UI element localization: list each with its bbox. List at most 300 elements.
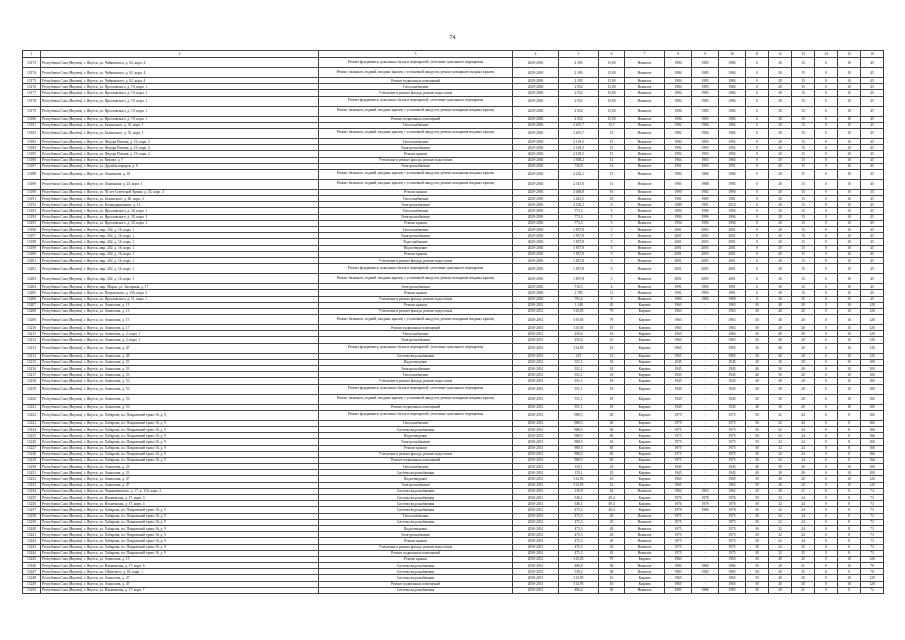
- table-cell: 73: [861, 538, 884, 544]
- table-cell: 45: [861, 58, 884, 68]
- table-cell: Кирпич: [625, 308, 665, 314]
- table-cell: 546,1: [559, 501, 599, 507]
- table-cell: 1 837,8: [559, 264, 599, 274]
- table-cell: 2029-2030: [513, 251, 559, 257]
- table-cell: Нежилое: [625, 513, 665, 519]
- table-cell: 0: [746, 284, 769, 290]
- table-cell: 1 837,8: [559, 233, 599, 239]
- table-cell: 15: [792, 122, 815, 128]
- table-cell: 30: [769, 464, 792, 470]
- table-cell: Республика Саха (Якутия), г. Якутск, ул. Чернышевского, д. 17, к. 116, корп. 2: [41, 488, 319, 494]
- table-cell: Утепление и ремонт фасада, ремонт водостоков: [319, 90, 513, 96]
- table-cell: 13245: [23, 556, 41, 562]
- table-cell: 1965: [719, 482, 746, 488]
- table-cell: 120: [861, 308, 884, 314]
- table-cell: 120: [861, 476, 884, 482]
- table-cell: 8: [838, 532, 861, 538]
- table-cell: Ремонт балконов, лоджий, входных крылец с установкой пандусов, ремонт козырьков входных крылец: [319, 106, 513, 116]
- table-cell: -: [692, 420, 719, 426]
- table-cell: 0: [746, 202, 769, 208]
- table-cell: Республика Саха (Якутия), г. Якутск, ул. Хабарова, пл. Покровский тракт 16, д. 9: [41, 410, 319, 420]
- table-cell: Республика Саха (Якутия), г. Якутск, ул. Лонгинова, д. 18: [41, 169, 319, 179]
- table-cell: Кирпич: [625, 439, 665, 445]
- table-cell: 13188: [23, 169, 41, 179]
- table-cell: 0: [746, 214, 769, 220]
- table-cell: 65: [599, 410, 625, 420]
- table-cell: 13182: [23, 128, 41, 138]
- table-cell: 2030-2031: [513, 451, 559, 457]
- table-cell: Республика Саха (Якутия), г. Якутск, ул. Хабарова, пл. Покровский тракт 16, д. 9: [41, 513, 319, 519]
- table-cell: 45: [861, 264, 884, 274]
- table-cell: Электроснабжение: [319, 163, 513, 169]
- table-cell: 2 052: [559, 90, 599, 96]
- table-cell: 0: [746, 251, 769, 257]
- table-cell: Республика Саха (Якутия), г. Якутск, ул. Аммосова, д. 2, корп. 1: [41, 331, 319, 337]
- table-cell: 10: [838, 331, 861, 337]
- table-cell: 21: [792, 488, 815, 494]
- table-row: [23, 394, 884, 404]
- table-cell: 100: [861, 372, 884, 378]
- table-cell: 30: [769, 384, 792, 394]
- table-cell: Ремонт подвальных помещений: [319, 325, 513, 331]
- table-cell: 0: [746, 151, 769, 157]
- table-cell: 0: [815, 145, 838, 151]
- table-cell: 793,4: [559, 296, 599, 302]
- column-header: 2: [41, 51, 319, 58]
- table-cell: 13246: [23, 563, 41, 569]
- table-cell: Республика Саха (Якутия), г. Якутск, ул. Каландаришвили, д. 13: [41, 202, 319, 208]
- table-cell: Республика Саха (Якутия), г. Якутск, ул. Белинского, д. 35, корп. 1: [41, 128, 319, 138]
- table-cell: 13189: [23, 179, 41, 189]
- table-cell: 10: [838, 257, 861, 263]
- table-cell: 2029-2030: [513, 151, 559, 157]
- table-cell: 10: [838, 563, 861, 569]
- table-cell: 1962: [665, 488, 692, 494]
- table-cell: 15: [792, 208, 815, 214]
- table-cell: 20: [792, 343, 815, 353]
- table-cell: Ремонт подвальных помещений: [319, 78, 513, 84]
- table-cell: 10: [838, 470, 861, 476]
- table-cell: 13248: [23, 575, 41, 581]
- table-cell: 10: [838, 378, 861, 384]
- table-cell: 1945: [719, 378, 746, 384]
- table-cell: 1993: [692, 145, 719, 151]
- table-cell: 10: [838, 274, 861, 284]
- table-cell: 8: [838, 501, 861, 507]
- table-cell: 5: [599, 264, 625, 274]
- table-cell: -: [692, 476, 719, 482]
- table-cell: 1984: [692, 122, 719, 128]
- table-cell: 30: [746, 519, 769, 525]
- table-cell: 40: [769, 315, 792, 325]
- table-cell: -: [692, 470, 719, 476]
- table-cell: 0: [815, 257, 838, 263]
- table-row: [23, 58, 884, 68]
- table-cell: 1965: [719, 575, 746, 581]
- table-cell: 13206: [23, 296, 41, 302]
- table-cell: Кирпич: [625, 410, 665, 420]
- table-cell: 30: [746, 513, 769, 519]
- table-cell: 2030-2031: [513, 394, 559, 404]
- table-cell: Республика Саха (Якутия), г. Якутск, ул. Лонгинова, д. 23, корп. 1: [41, 179, 319, 189]
- table-cell: Республика Саха (Якутия), г. Якутск, ул. Ярославского, д. 19, корп. 1: [41, 116, 319, 122]
- table-cell: 0: [815, 410, 838, 420]
- table-cell: 0: [746, 239, 769, 245]
- table-cell: 24: [792, 525, 815, 531]
- table-cell: Нежилое: [625, 157, 665, 163]
- table-cell: Утепление и ремонт фасада, ремонт водостоков: [319, 257, 513, 263]
- table-cell: 0: [746, 122, 769, 128]
- table-cell: 24: [792, 457, 815, 463]
- table-cell: 15: [792, 96, 815, 106]
- table-cell: 0: [815, 202, 838, 208]
- table-cell: Кирпич: [625, 394, 665, 404]
- table-cell: Республика Саха (Якутия), г. Якутск, ул. Хабарова, пл. Покровский тракт 16, д. 9: [41, 525, 319, 531]
- table-cell: 1964: [719, 157, 746, 163]
- table-cell: 1985: [692, 58, 719, 68]
- table-cell: 4 156,2: [559, 202, 599, 208]
- table-cell: Республика Саха (Якутия), г. Якутск, ул. Хабарова, пл. Покровский тракт 16, д. 9: [41, 433, 319, 439]
- table-cell: Республика Саха (Якутия), г. Якутск, ул. Аммосова, д. 15: [41, 315, 319, 325]
- table-cell: Кирпич: [625, 575, 665, 581]
- table-cell: 2030-2031: [513, 538, 559, 544]
- table-cell: 2029-2030: [513, 196, 559, 202]
- table-cell: 1945: [665, 394, 692, 404]
- table-cell: Республика Саха (Якутия), г. Якутск, ул. Ярославского, д. 30, корп. 1: [41, 214, 319, 220]
- table-cell: 1994: [665, 208, 692, 214]
- table-cell: 13183: [23, 138, 41, 144]
- table-cell: 79: [599, 308, 625, 314]
- table-cell: Республика Саха (Якутия), г. Якутск, мкр. 202, д. 16, корп. 1: [41, 274, 319, 284]
- table-cell: 1982: [719, 122, 746, 128]
- table-cell: 1984: [719, 78, 746, 84]
- table-cell: 1978: [692, 501, 719, 507]
- table-cell: 120: [861, 581, 884, 587]
- table-cell: 0: [815, 208, 838, 214]
- table-cell: 13200: [23, 251, 41, 257]
- table-cell: Нежилое: [625, 550, 665, 556]
- column-header: 4: [513, 51, 559, 58]
- table-cell: -: [692, 525, 719, 531]
- column-header: 15: [838, 51, 861, 58]
- table-cell: 65: [599, 439, 625, 445]
- table-cell: 475,3: [559, 513, 599, 519]
- table-cell: 2 129,5: [559, 145, 599, 151]
- table-cell: 65: [599, 451, 625, 457]
- table-cell: 1994: [719, 214, 746, 220]
- table-cell: Республика Саха (Якутия), г. Якутск, ул. Белинского, д. 35, корп. 1: [41, 122, 319, 128]
- table-cell: 2029-2030: [513, 157, 559, 163]
- table-cell: Кирпич: [625, 482, 665, 488]
- table-cell: 1965: [665, 482, 692, 488]
- table-cell: 20: [769, 68, 792, 78]
- table-cell: 1975: [665, 513, 692, 519]
- table-cell: -: [692, 308, 719, 314]
- table-cell: 514,95: [559, 476, 599, 482]
- table-cell: Система водоснабжения: [319, 470, 513, 476]
- table-cell: 2029-2030: [513, 274, 559, 284]
- table-cell: 988,5: [559, 439, 599, 445]
- table-cell: Электроснабжение: [319, 284, 513, 290]
- table-cell: Система водоснабжения: [319, 519, 513, 525]
- table-cell: 2 129,5: [559, 151, 599, 157]
- table-cell: -: [692, 378, 719, 384]
- table-cell: 20: [792, 353, 815, 359]
- table-cell: 0: [815, 538, 838, 544]
- table-cell: 2 105: [559, 78, 599, 84]
- table-cell: 50: [746, 426, 769, 432]
- table-cell: 24: [792, 426, 815, 432]
- table-cell: 10: [838, 169, 861, 179]
- table-cell: 0: [815, 359, 838, 365]
- table-cell: Республика Саха (Якутия), г. Якутск, ул. Петровского, д. 156, корп. 2: [41, 290, 319, 296]
- table-cell: Республика Саха (Якутия), г. Якутск, ул. Хабарова, пл. Покровский тракт 16, д. 9: [41, 544, 319, 550]
- table-cell: 988,5: [559, 426, 599, 432]
- table-cell: 1963: [665, 337, 692, 343]
- table-row: [23, 68, 884, 78]
- table-cell: 2029-2030: [513, 84, 559, 90]
- table-cell: -: [692, 394, 719, 404]
- table-cell: 13197: [23, 233, 41, 239]
- table-cell: -: [692, 331, 719, 337]
- table-cell: 1965: [665, 343, 692, 353]
- table-cell: 514,95: [559, 575, 599, 581]
- table-cell: 1975: [665, 433, 692, 439]
- table-cell: 1992: [665, 145, 692, 151]
- table-cell: 20: [792, 359, 815, 365]
- table-cell: 40: [769, 343, 792, 353]
- table-cell: Электроснабжение: [319, 233, 513, 239]
- table-cell: Республика Саха (Якутия), г. Якутск, ул. Хабарова, пл. Покровский тракт 16, д. 9: [41, 532, 319, 538]
- table-cell: 1963: [665, 315, 692, 325]
- table-cell: 551,1: [559, 404, 599, 410]
- table-cell: 10: [838, 404, 861, 410]
- table-cell: 15,00: [599, 96, 625, 106]
- table-cell: 20: [769, 587, 792, 593]
- table-cell: 0: [746, 157, 769, 163]
- table-cell: 1985: [692, 96, 719, 106]
- table-cell: 1978: [692, 495, 719, 501]
- table-cell: 1975: [665, 410, 692, 420]
- table-cell: 0: [815, 196, 838, 202]
- table-cell: Ремонт балконов, лоджий, входных крылец с установкой пандусов, ремонт козырьков входных крылец: [319, 68, 513, 78]
- table-cell: Утепление и ремонт фасада, ремонт водостоков: [319, 296, 513, 302]
- table-cell: 135,1: [559, 464, 599, 470]
- table-cell: Республика Саха (Якутия), г. Якутск, ул. Ярославского, д. 19, корп. 1: [41, 106, 319, 116]
- table-cell: 0: [815, 575, 838, 581]
- table-cell: 1963: [719, 308, 746, 314]
- table-cell: 1945: [665, 464, 692, 470]
- table-cell: 10: [838, 220, 861, 226]
- table-cell: Ремонт крыши: [319, 220, 513, 226]
- table-cell: 13194: [23, 214, 41, 220]
- table-cell: 13213: [23, 343, 41, 353]
- table-cell: 0: [815, 426, 838, 432]
- table-cell: 1965: [692, 157, 719, 163]
- table-cell: 9: [599, 296, 625, 302]
- table-cell: Ремонт подвальных помещений: [319, 457, 513, 463]
- table-cell: 1984: [719, 68, 746, 78]
- table-cell: Теплоснабжение: [319, 464, 513, 470]
- table-cell: 16: [599, 189, 625, 195]
- table-cell: 15: [792, 106, 815, 116]
- table-cell: 2003: [692, 274, 719, 284]
- table-cell: 24: [792, 507, 815, 513]
- table-cell: 10: [838, 145, 861, 151]
- table-cell: 20: [769, 264, 792, 274]
- table-cell: 45: [599, 513, 625, 519]
- table-cell: 0: [746, 264, 769, 274]
- table-cell: Теплоснабжение: [319, 122, 513, 128]
- table-cell: -: [692, 337, 719, 343]
- table-cell: 0: [815, 384, 838, 394]
- table-cell: 120: [861, 315, 884, 325]
- table-cell: 475,3: [559, 544, 599, 550]
- table-cell: 1 938,2: [559, 157, 599, 163]
- table-cell: Кирпич: [625, 372, 665, 378]
- table-cell: Утепление и ремонт фасада, ремонт водостоков: [319, 544, 513, 550]
- table-cell: 45: [861, 151, 884, 157]
- table-cell: -: [692, 384, 719, 394]
- table-cell: Водоотведение: [319, 359, 513, 365]
- table-cell: 73: [861, 544, 884, 550]
- table-cell: 13177: [23, 90, 41, 96]
- table-cell: Теплоснабжение: [319, 513, 513, 519]
- table-cell: Теплоснабжение: [319, 227, 513, 233]
- table-cell: 20: [769, 157, 792, 163]
- table-cell: Кирпич: [625, 451, 665, 457]
- table-cell: 2030-2031: [513, 353, 559, 359]
- table-cell: 1975: [719, 410, 746, 420]
- table-cell: 510,05: [559, 308, 599, 314]
- column-header: 12: [769, 51, 792, 58]
- table-cell: Нежилое: [625, 264, 665, 274]
- table-cell: 62: [599, 488, 625, 494]
- table-cell: 13221: [23, 404, 41, 410]
- table-cell: 13212: [23, 337, 41, 343]
- table-cell: 13227: [23, 445, 41, 451]
- table-cell: 2030-2031: [513, 519, 559, 525]
- table-cell: 10: [838, 245, 861, 251]
- table-cell: 10: [838, 58, 861, 68]
- table-cell: 13230: [23, 464, 41, 470]
- table-cell: 10: [838, 96, 861, 106]
- table-cell: 73: [861, 519, 884, 525]
- table-cell: 1982: [719, 128, 746, 138]
- table-cell: 10: [599, 331, 625, 337]
- table-cell: 65: [599, 420, 625, 426]
- table-cell: 2030-2031: [513, 445, 559, 451]
- table-cell: Республика Саха (Якутия), г. Якутск, ул. Хабарова, пл. Покровский тракт 16, д. 9: [41, 507, 319, 513]
- table-cell: 45: [861, 245, 884, 251]
- table-cell: Республика Саха (Якутия), г. Якутск, мкр. 202, д. 16, корп. 1: [41, 233, 319, 239]
- table-cell: 2029-2030: [513, 245, 559, 251]
- table-cell: 0: [815, 337, 838, 343]
- table-cell: 2003: [692, 245, 719, 251]
- table-cell: 0: [815, 507, 838, 513]
- table-body: [23, 58, 884, 594]
- table-cell: 2029-2030: [513, 202, 559, 208]
- table-cell: Ремонт крыши: [319, 151, 513, 157]
- table-cell: 45: [861, 227, 884, 233]
- table-cell: 8: [838, 525, 861, 531]
- table-cell: 18: [599, 404, 625, 410]
- table-cell: 10: [599, 196, 625, 202]
- table-cell: 20: [792, 556, 815, 562]
- table-cell: 40: [746, 384, 769, 394]
- table-cell: 0: [746, 233, 769, 239]
- table-cell: 13205: [23, 290, 41, 296]
- table-cell: 13240: [23, 525, 41, 531]
- table-cell: Водоснабжение: [319, 239, 513, 245]
- table-cell: Ремонт балконов, лоджий, входных крылец с установкой пандусов, ремонт козырьков входных крылец: [319, 179, 513, 189]
- table-cell: 2029-2030: [513, 257, 559, 263]
- table-cell: 20: [769, 145, 792, 151]
- table-cell: 2 401,7: [559, 128, 599, 138]
- table-cell: 40: [769, 302, 792, 308]
- table-cell: Ремонт балконов, лоджий, входных крылец с установкой пандусов, ремонт козырьков входных крылец: [319, 128, 513, 138]
- table-cell: 1965: [665, 581, 692, 587]
- table-cell: 2030-2031: [513, 482, 559, 488]
- table-cell: Республика Саха (Якутия), г. Якутск, пл. Ойунского, д. 65, корп. 1: [41, 569, 319, 575]
- table-cell: 1975: [719, 519, 746, 525]
- table-cell: 2001: [719, 233, 746, 239]
- table-cell: 45: [861, 274, 884, 284]
- table-cell: 10: [838, 239, 861, 245]
- table-cell: 1975: [719, 525, 746, 531]
- table-cell: 0: [815, 366, 838, 372]
- table-cell: 50: [746, 433, 769, 439]
- table-cell: 1996: [692, 220, 719, 226]
- table-cell: Кирпич: [625, 315, 665, 325]
- table-cell: 20: [769, 106, 792, 116]
- table-cell: 1993: [692, 138, 719, 144]
- table-cell: 1963: [719, 331, 746, 337]
- table-cell: 2 232,1: [559, 169, 599, 179]
- table-cell: 510,05: [559, 556, 599, 562]
- table-cell: 250,6: [559, 337, 599, 343]
- table-cell: -: [692, 410, 719, 420]
- table-cell: 72: [861, 587, 884, 593]
- table-cell: Электроснабжение: [319, 439, 513, 445]
- table-cell: Кирпич: [625, 470, 665, 476]
- table-cell: 120: [861, 302, 884, 308]
- table-cell: 551,1: [559, 359, 599, 365]
- table-cell: -: [692, 315, 719, 325]
- table-cell: 2003: [692, 239, 719, 245]
- table-cell: 13232: [23, 476, 41, 482]
- table-cell: 0: [815, 445, 838, 451]
- table-cell: 0: [815, 353, 838, 359]
- table-cell: Кирпич: [625, 359, 665, 365]
- table-cell: 0: [815, 325, 838, 331]
- table-cell: 30: [769, 359, 792, 365]
- table-cell: 15: [792, 214, 815, 220]
- table-cell: -: [692, 451, 719, 457]
- table-cell: 1963: [665, 556, 692, 562]
- table-cell: 0: [815, 563, 838, 569]
- table-cell: 1992: [692, 284, 719, 290]
- table-cell: 20: [769, 214, 792, 220]
- table-cell: 0: [815, 420, 838, 426]
- table-cell: 15: [792, 202, 815, 208]
- table-cell: 0: [815, 394, 838, 404]
- table-cell: 1985: [719, 587, 746, 593]
- table-cell: 475,3: [559, 507, 599, 513]
- table-cell: 13234: [23, 488, 41, 494]
- table-cell: Республика Саха (Якутия), г. Якутск, ул. Ярославского, д. 11, корп. 1: [41, 296, 319, 302]
- table-cell: 1991: [719, 290, 746, 296]
